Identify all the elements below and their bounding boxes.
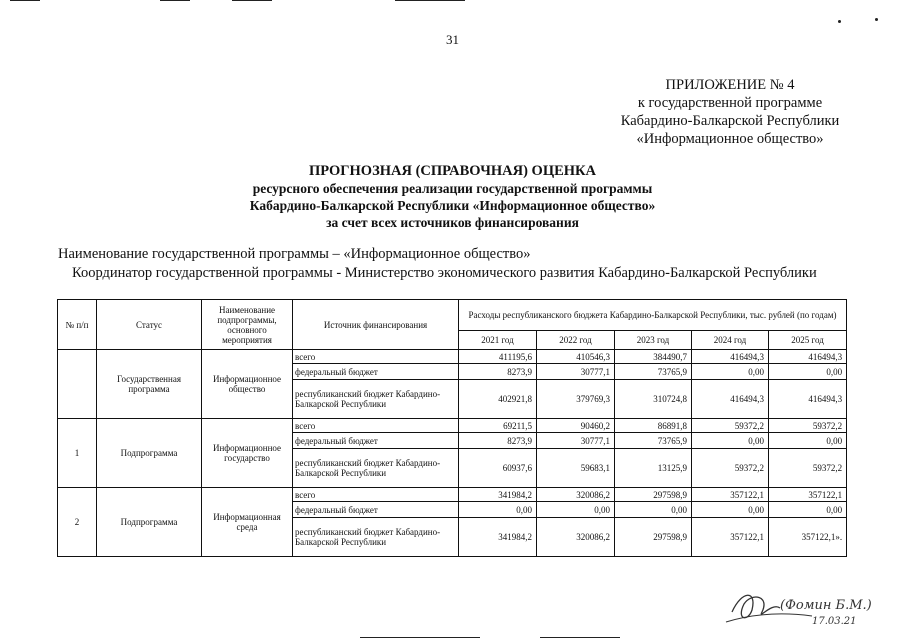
scan-dot <box>875 18 878 21</box>
row-value: 0,00 <box>615 502 692 518</box>
budget-table <box>57 299 847 557</box>
row-value: 0,00 <box>769 364 847 380</box>
row-value: 416494,3 <box>769 380 847 419</box>
signature-name: (Фомин Б.М.) <box>780 598 872 613</box>
row-value: 8273,9 <box>459 364 537 380</box>
header-year: 2021 год <box>459 331 537 350</box>
row-value: 59372,2 <box>769 449 847 488</box>
row-name: Информационная среда <box>202 488 293 557</box>
table-row <box>58 488 847 502</box>
row-source: всего <box>293 419 459 433</box>
row-value: 0,00 <box>692 364 769 380</box>
program-name: Наименование государственной программы – «Информационное общество» <box>58 246 531 262</box>
row-value: 320086,2 <box>537 518 615 557</box>
scan-line-bottom <box>360 637 480 638</box>
row-value: 320086,2 <box>537 488 615 502</box>
row-value: 0,00 <box>537 502 615 518</box>
title-line: Кабардино-Балкарской Республики «Информационное общество» <box>249 198 656 213</box>
row-value: 73765,9 <box>615 433 692 449</box>
table-row <box>58 419 847 433</box>
row-value: 297598,9 <box>615 488 692 502</box>
page-number: 31 <box>446 32 459 47</box>
header-source: Источник финансирования <box>293 300 459 350</box>
row-value: 357122,1 <box>769 488 847 502</box>
row-value: 379769,3 <box>537 380 615 419</box>
table-row <box>58 350 847 364</box>
header-name: Наименование подпрограммы, основного мероприятия <box>202 300 293 350</box>
row-status: Государственная программа <box>97 350 202 419</box>
scan-line-top-1 <box>10 0 40 1</box>
row-source: федеральный бюджет <box>293 502 459 518</box>
header-year: 2022 год <box>537 331 615 350</box>
row-value: 310724,8 <box>615 380 692 419</box>
row-value: 30777,1 <box>537 433 615 449</box>
row-value: 341984,2 <box>459 518 537 557</box>
scan-line-top-2 <box>160 0 190 1</box>
row-value: 86891,8 <box>615 419 692 433</box>
row-status: Подпрограмма <box>97 419 202 488</box>
row-value: 297598,9 <box>615 518 692 557</box>
row-value: 416494,3 <box>692 380 769 419</box>
row-value: 60937,6 <box>459 449 537 488</box>
row-source: республиканский бюджет Кабардино-Балкарской Республики <box>293 518 459 557</box>
scan-line-top-3 <box>232 0 272 1</box>
row-value: 13125,9 <box>615 449 692 488</box>
row-source: республиканский бюджет Кабардино-Балкарской Республики <box>293 449 459 488</box>
row-value: 59372,2 <box>692 449 769 488</box>
header-num: № п/п <box>58 300 97 350</box>
header-year: 2024 год <box>692 331 769 350</box>
title-line: за счет всех источников финансирования <box>326 215 579 230</box>
coordinator: Координатор государственной программы - Министерство экономического развития Кабардино-Балкарской Республики <box>72 265 817 281</box>
row-value: 30777,1 <box>537 364 615 380</box>
row-num <box>58 350 97 419</box>
row-value: 341984,2 <box>459 488 537 502</box>
row-num: 1 <box>58 419 97 488</box>
row-value: 411195,6 <box>459 350 537 364</box>
row-num: 2 <box>58 488 97 557</box>
row-value: 402921,8 <box>459 380 537 419</box>
row-value: 0,00 <box>692 502 769 518</box>
row-value: 0,00 <box>769 433 847 449</box>
header-year: 2023 год <box>615 331 692 350</box>
appendix-line: «Информационное общество» <box>636 131 824 147</box>
row-value: 90460,2 <box>537 419 615 433</box>
row-value: 0,00 <box>769 502 847 518</box>
row-name: Информационное государство <box>202 419 293 488</box>
appendix-line: Кабардино-Балкарской Республики <box>620 113 840 129</box>
appendix-block <box>560 76 900 148</box>
row-name: Информационное общество <box>202 350 293 419</box>
row-source: федеральный бюджет <box>293 364 459 380</box>
row-value: 8273,9 <box>459 433 537 449</box>
row-source: федеральный бюджет <box>293 433 459 449</box>
header-expenses: Расходы республиканского бюджета Кабардино-Балкарской Республики, тыс. рублей (по годам) <box>459 300 847 331</box>
title-line: ресурсного обеспечения реализации государственной программы <box>252 181 653 196</box>
document-title <box>0 163 905 231</box>
row-value: 0,00 <box>692 433 769 449</box>
row-value: 416494,3 <box>769 350 847 364</box>
scan-line-top-4 <box>395 0 465 1</box>
signature-date: 17.03.21 <box>812 616 857 627</box>
row-value: 384490,7 <box>615 350 692 364</box>
row-value: 410546,3 <box>537 350 615 364</box>
row-value: 59372,2 <box>692 419 769 433</box>
row-value: 73765,9 <box>615 364 692 380</box>
row-value: 357122,1». <box>769 518 847 557</box>
row-value: 59683,1 <box>537 449 615 488</box>
row-source: республиканский бюджет Кабардино-Балкарской Республики <box>293 380 459 419</box>
scan-line-bottom <box>540 637 620 638</box>
scan-dot <box>838 20 841 23</box>
header-year: 2025 год <box>769 331 847 350</box>
row-value: 357122,1 <box>692 488 769 502</box>
row-source: всего <box>293 350 459 364</box>
header-status: Статус <box>97 300 202 350</box>
appendix-title: ПРИЛОЖЕНИЕ № 4 <box>665 77 795 93</box>
title-line: ПРОГНОЗНАЯ (СПРАВОЧНАЯ) ОЦЕНКА <box>308 163 597 179</box>
row-value: 416494,3 <box>692 350 769 364</box>
appendix-line: к государственной программе <box>637 95 823 111</box>
row-status: Подпрограмма <box>97 488 202 557</box>
row-value: 0,00 <box>459 502 537 518</box>
row-value: 357122,1 <box>692 518 769 557</box>
row-value: 69211,5 <box>459 419 537 433</box>
row-source: всего <box>293 488 459 502</box>
row-value: 59372,2 <box>769 419 847 433</box>
